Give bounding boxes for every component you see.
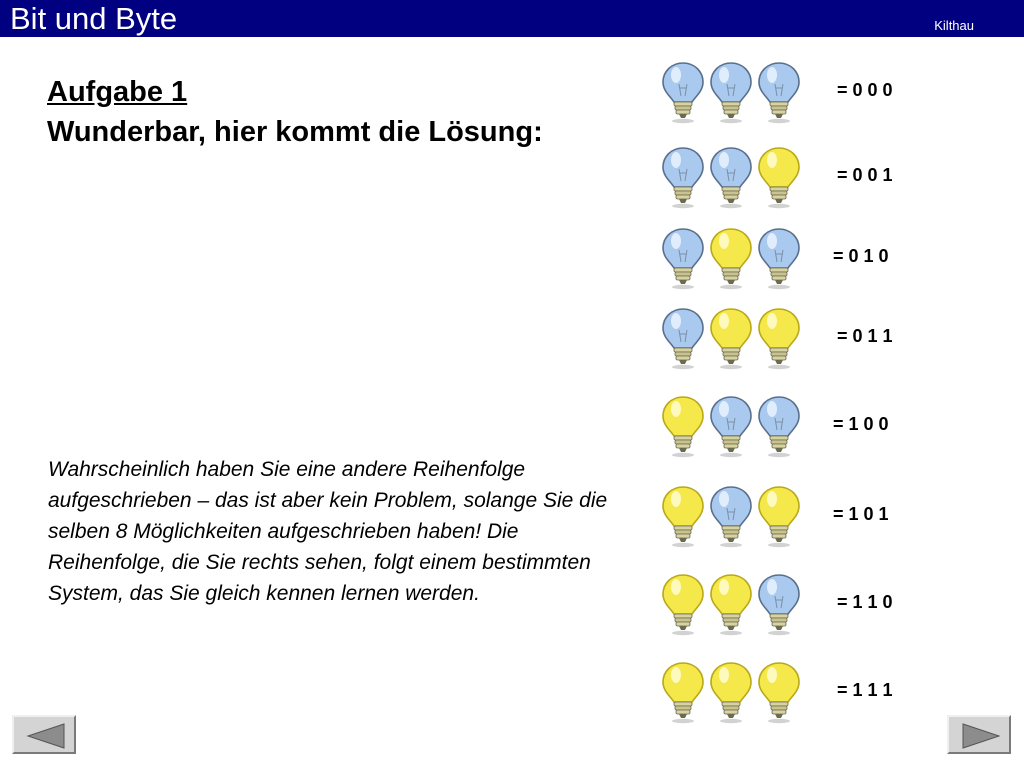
light-bulb-on-icon bbox=[707, 306, 755, 370]
presentation-title: Bit und Byte bbox=[10, 1, 178, 36]
bulb-row bbox=[655, 60, 915, 124]
previous-slide-button[interactable] bbox=[12, 715, 76, 754]
light-bulb-off-icon bbox=[707, 60, 755, 124]
task-title: Aufgabe 1 bbox=[47, 76, 188, 108]
binary-value: = 0 1 1 bbox=[837, 326, 893, 346]
light-bulb-off-icon bbox=[755, 394, 803, 458]
bulb-row bbox=[655, 484, 915, 548]
task-heading bbox=[47, 72, 567, 152]
light-bulb-off-icon bbox=[755, 572, 803, 636]
binary-value: = 0 0 0 bbox=[837, 80, 893, 100]
title-bar bbox=[0, 0, 1024, 37]
light-bulb-off-icon bbox=[659, 226, 707, 290]
light-bulb-on-icon bbox=[707, 226, 755, 290]
light-bulb-on-icon bbox=[755, 484, 803, 548]
light-bulb-off-icon bbox=[659, 145, 707, 209]
light-bulb-off-icon bbox=[707, 394, 755, 458]
light-bulb-on-icon bbox=[659, 660, 707, 724]
light-bulb-on-icon bbox=[755, 306, 803, 370]
task-subtitle: Wunderbar, hier kommt die Lösung: bbox=[47, 116, 543, 148]
binary-value: = 1 0 1 bbox=[833, 504, 889, 524]
light-bulb-off-icon bbox=[659, 306, 707, 370]
bulb-row bbox=[655, 660, 915, 724]
bulb-row bbox=[655, 145, 915, 209]
light-bulb-on-icon bbox=[707, 572, 755, 636]
bulb-row bbox=[655, 306, 915, 370]
light-bulb-on-icon bbox=[755, 145, 803, 209]
light-bulb-off-icon bbox=[755, 60, 803, 124]
bulb-row bbox=[655, 572, 915, 636]
author-label: Kilthau bbox=[934, 18, 974, 33]
binary-value: = 1 1 0 bbox=[837, 592, 893, 612]
light-bulb-off-icon bbox=[755, 226, 803, 290]
triangle-left-icon bbox=[26, 723, 66, 749]
light-bulb-on-icon bbox=[659, 572, 707, 636]
light-bulb-off-icon bbox=[659, 60, 707, 124]
explanation-text: Wahrscheinlich haben Sie eine andere Reihenfolge aufgeschrieben – das ist aber kein Problem, solange Sie die selben 8 Möglichkeiten aufgeschrieben haben! Die Reihenfolge, die Sie rechts sehen, folgt einem bestimmten System, das Sie gleich kennen lernen werden. bbox=[48, 458, 608, 605]
triangle-right-icon bbox=[961, 723, 1001, 749]
binary-value: = 1 0 0 bbox=[833, 414, 889, 434]
bulb-row bbox=[655, 394, 915, 458]
light-bulb-off-icon bbox=[707, 484, 755, 548]
next-slide-button[interactable] bbox=[947, 715, 1011, 754]
binary-value: = 0 0 1 bbox=[837, 165, 893, 185]
binary-value: = 1 1 1 bbox=[837, 680, 893, 700]
bulb-row bbox=[655, 226, 915, 290]
light-bulb-on-icon bbox=[659, 484, 707, 548]
light-bulb-on-icon bbox=[707, 660, 755, 724]
light-bulb-off-icon bbox=[707, 145, 755, 209]
light-bulb-on-icon bbox=[755, 660, 803, 724]
light-bulb-on-icon bbox=[659, 394, 707, 458]
binary-value: = 0 1 0 bbox=[833, 246, 889, 266]
